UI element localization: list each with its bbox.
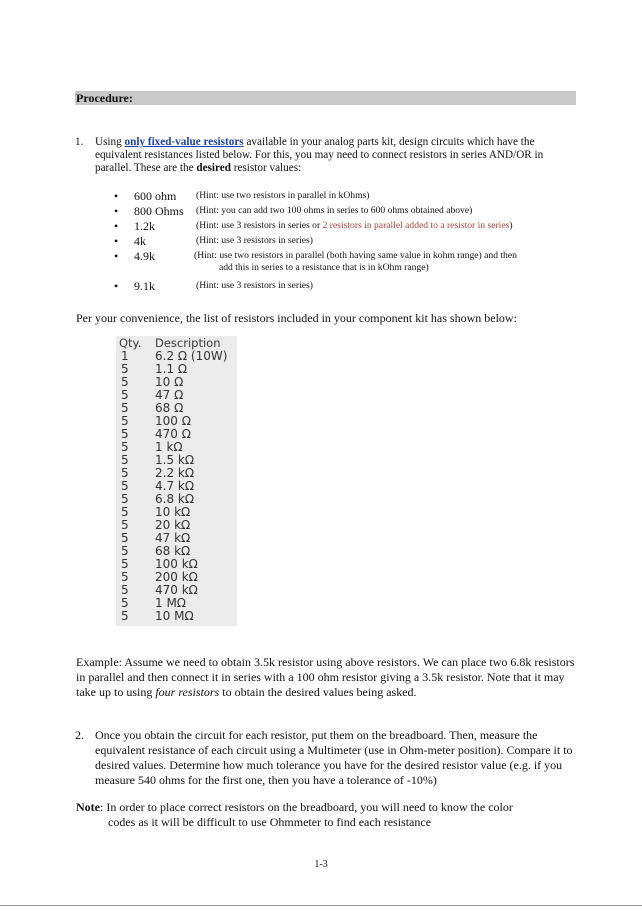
hint-line-2: add this in series to a resistance that is in kOhm range) [219, 262, 429, 273]
description-cell: 2.2 kΩ [155, 466, 195, 480]
description-cell: 100 Ω [155, 414, 191, 428]
qty-cell: 5 [121, 518, 129, 532]
description-header: Description [155, 336, 221, 350]
qty-cell: 5 [121, 583, 129, 597]
bullet-icon: • [114, 249, 119, 263]
description-cell: 470 Ω [155, 427, 191, 441]
page-number: 1-3 [314, 859, 328, 870]
description-cell: 10 Ω [155, 375, 184, 389]
qty-header: Qty. [119, 336, 142, 350]
description-cell: 10 kΩ [155, 505, 191, 519]
qty-cell: 5 [121, 375, 129, 389]
desired-value: 4k [134, 234, 146, 248]
qty-cell: 5 [121, 609, 129, 623]
procedure-heading: Procedure: [76, 91, 133, 105]
description-cell: 1.1 Ω [155, 362, 188, 376]
description-cell: 20 kΩ [155, 518, 191, 532]
qty-cell: 5 [121, 440, 129, 454]
description-cell: 68 Ω [155, 401, 184, 415]
qty-cell: 5 [121, 479, 129, 493]
qty-cell: 5 [121, 427, 129, 441]
hint-text-b: ) [509, 220, 513, 231]
hint-text [194, 250, 566, 274]
resistor-list-intro: Per your convenience, the list of resistors included in your component kit has shown below: [76, 311, 517, 325]
note-label: Note [76, 800, 100, 814]
step-1-number: 1. [75, 136, 84, 148]
step-1-text-a: Using [95, 136, 125, 148]
bullet-icon: • [114, 234, 119, 248]
note-line-1: : In order to place correct resistors on the breadboard, you will need to know the color [100, 800, 513, 814]
list-item [114, 279, 574, 294]
description-cell: 6.2 Ω (10W) [155, 349, 228, 363]
hint-text-red: 2 resistors in parallel added to a resistor in series [322, 220, 510, 231]
desired-value: 800 Ohms [134, 204, 184, 218]
step-2-number: 2. [75, 728, 84, 742]
example-text-b: to obtain the desired values being asked. [219, 685, 417, 699]
bottom-divider [0, 905, 642, 906]
qty-cell: 5 [121, 505, 129, 519]
description-cell: 68 kΩ [155, 544, 191, 558]
desired-value: 1.2k [134, 219, 155, 233]
example-paragraph [76, 655, 576, 700]
bullet-icon: • [114, 219, 119, 233]
description-cell: 10 MΩ [155, 609, 194, 623]
hint-text: (Hint: use two resistors in parallel in kOhms) [196, 190, 370, 201]
hint-text-a: (Hint: use 3 resistors in series or [196, 220, 323, 231]
qty-cell: 5 [121, 531, 129, 545]
hint-text: (Hint: use 3 resistors in series) [196, 235, 313, 246]
step-1-text [95, 136, 575, 175]
qty-cell: 5 [121, 362, 129, 376]
bullet-icon: • [114, 204, 119, 218]
description-cell: 1 MΩ [155, 596, 186, 610]
list-item [114, 219, 574, 234]
list-item [114, 234, 574, 249]
resistor-kit-table [116, 336, 237, 626]
description-cell: 1 kΩ [155, 440, 183, 454]
note-paragraph [76, 800, 576, 830]
step-1-text-b: available in your analog parts kit, design circuits which have the equivalent resistances listed below. For this, you may need to connect resistors in series AND/OR in parallel. These are the [95, 136, 544, 174]
desired-values-list [114, 189, 574, 294]
description-cell: 1.5 kΩ [155, 453, 195, 467]
note-line-2: codes as it will be difficult to use Ohmmeter to find each resistance [108, 815, 432, 829]
step-1-text-c: resistor values: [230, 162, 302, 174]
qty-cell: 5 [121, 401, 129, 415]
qty-cell: 5 [121, 453, 129, 467]
description-cell: 100 kΩ [155, 557, 198, 571]
procedure-heading-bar [75, 91, 576, 105]
qty-cell: 5 [121, 388, 129, 402]
description-cell: 47 Ω [155, 388, 184, 402]
desired-value: 600 ohm [134, 189, 177, 203]
step-2-text: Once you obtain the circuit for each resistor, put them on the breadboard. Then, measure the equivalent resistance of each circuit using a Multimeter (use in Ohm-meter position). Compare it to desired values. Determine how much tolerance you have for the desired resistor value (e.g. if you measure 540 ohms for the first one, then you have a tolerance of -10%) [95, 728, 573, 787]
description-cell: 470 kΩ [155, 583, 198, 597]
description-cell: 47 kΩ [155, 531, 191, 545]
qty-cell: 5 [121, 492, 129, 506]
qty-cell: 5 [121, 557, 129, 571]
list-item [114, 204, 574, 219]
example-italic: four resistors [155, 685, 220, 699]
description-cell: 200 kΩ [155, 570, 198, 584]
qty-cell: 5 [121, 414, 129, 428]
description-cell: 4.7 kΩ [155, 479, 195, 493]
example-text-a: Example: Assume we need to obtain 3.5k resistor using above resistors. We can place two 6.8k resistors in parallel and then connect it in series with a 100 ohm resistor giving a 3.5k resistor. Note that it may take up to using [76, 655, 575, 699]
step-1-bold-desired: desired [196, 162, 231, 174]
list-item [114, 189, 574, 204]
list-item [114, 249, 574, 279]
bullet-icon: • [114, 279, 119, 293]
desired-value: 9.1k [134, 279, 155, 293]
qty-cell: 5 [121, 596, 129, 610]
desired-value: 4.9k [134, 249, 155, 263]
hint-text [196, 220, 568, 232]
hint-text: (Hint: use 3 resistors in series) [196, 280, 313, 291]
fixed-value-resistors-link[interactable]: only fixed-value resistors [124, 136, 244, 148]
description-cell: 6.8 kΩ [155, 492, 195, 506]
qty-cell: 1 [121, 349, 129, 363]
qty-cell: 5 [121, 570, 129, 584]
hint-line-1: (Hint: use two resistors in parallel (both having same value in kohm range) and then [194, 250, 517, 261]
hint-text: (Hint: you can add two 100 ohms in series to 600 ohms obtained above) [196, 205, 473, 216]
qty-cell: 5 [121, 466, 129, 480]
bullet-icon: • [114, 189, 119, 203]
qty-cell: 5 [121, 544, 129, 558]
